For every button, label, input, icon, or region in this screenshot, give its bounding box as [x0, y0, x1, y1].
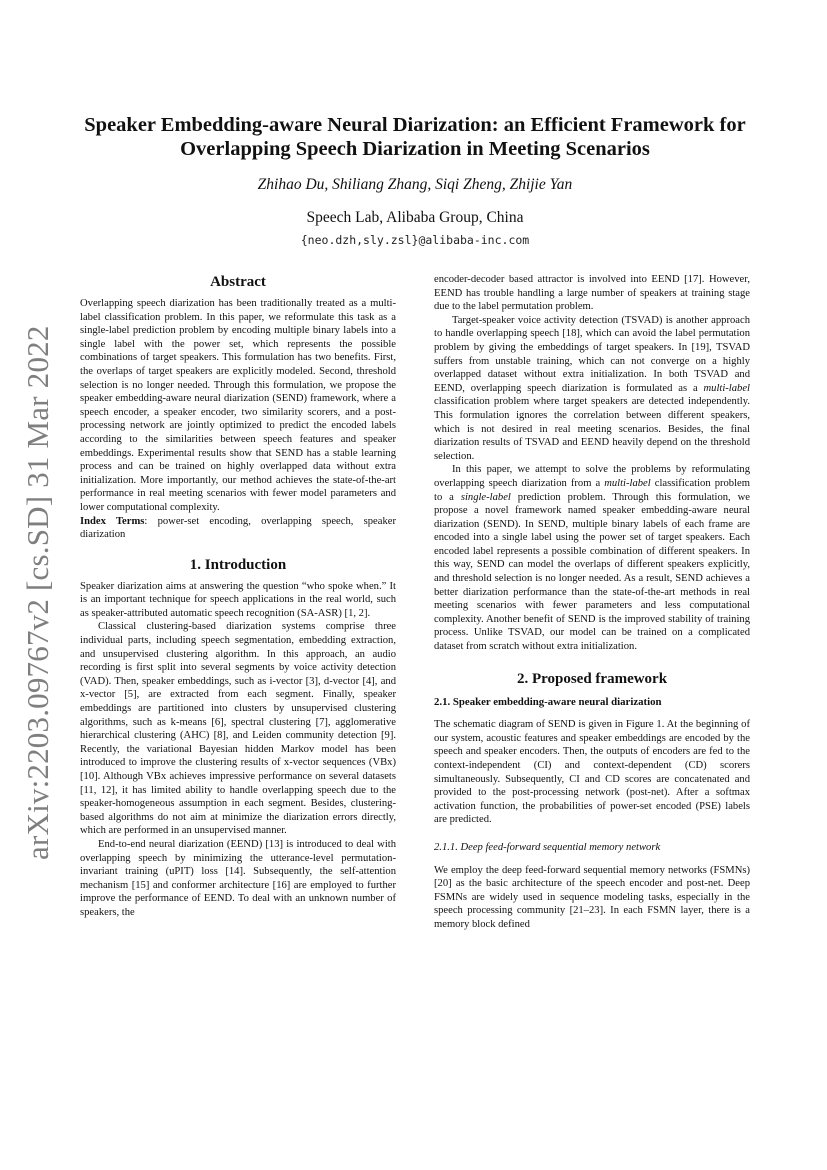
author-email: {neo.dzh,sly.zsl}@alibaba-inc.com [300, 233, 530, 247]
abstract-heading: Abstract [210, 274, 266, 290]
intro-paragraph-5 [434, 314, 750, 464]
framework-paragraph-1: The schematic diagram of SEND is given in Figure 1. At the beginning of our system, acoustic features and speaker embeddings are encoded by the speech and speaker encoders. Then, the outputs of encoders are fed to the context-independent (CI) and context-dependent (CD) scorers simultaneously. Subsequently, CI and CD scores are concatenated and provided to the post-processing network (post-net). After a softmax activation function, the probabilities of power-set encoded (PSE) labels are predicted. [434, 719, 750, 826]
intro-p6-text-a: In this paper, we attempt to solve the problems by reformulating overlapping speech diarization from a [434, 464, 750, 489]
index-terms-label: Index Terms [80, 515, 145, 527]
paper-title: Speaker Embedding-aware Neural Diarization: an Efficient Framework for Overlapping Speech Diarization in Meeting Scenarios [84, 114, 746, 160]
intro-p6-emphasis-2: single-label [460, 491, 511, 503]
arxiv-identifier-stamp[interactable]: arXiv:2203.09767v2 [cs.SD] 31 Mar 2022 [20, 325, 55, 860]
intro-p6-text-b: classification problem to a [434, 477, 750, 503]
intro-paragraph-3: End-to-end neural diarization (EEND) [13] is introduced to deal with overlapping speech by minimizing the utterance-level permutation-invariant training (uPIT) loss [14]. Subsequently, the self-attention mechanism [15] and conformer architecture [16] are employed to further improve the performance of EEND. To deal with an unknown number of speakers, the [80, 838, 396, 918]
introduction-heading: 1. Introduction [189, 556, 287, 573]
framework-heading: 2. Proposed framework [516, 670, 668, 687]
intro-p6-emphasis-1: multi-label [604, 477, 651, 489]
intro-paragraph-1: Speaker diarization aims at answering the question “who spoke when.” It is an important technique for speech applications in the real world, such as speaker-attributed automatic speech recognition (SA-ASR) [1, 2]. [80, 580, 396, 619]
intro-paragraph-2: Classical clustering-based diarization systems comprise three individual parts, including speech segmentation, embedding extraction, and unsupervised clustering algorithm. In this approach, an audio recording is first split into several segments by voice activity detection (VAD). Then, speaker embeddings, such as i-vector [3], d-vector [4], and x-vector [5], are extracted from each segment. Finally, speaker embeddings are partitioned into clusters by unsupervised clustering algorithms, such as k-means [6], spectral clustering [7], agglomerative hierarchical clustering (AHC) [8], and Leiden community detection [9]. Recently, the variational Bayesian hidden Markov model has been introduced to improve the clustering results of x-vector sequences (VBx) [10]. Although VBx achieves impressive performance on several datasets [11, 12], it has limited ability to handle overlapping speech due to the speaker-homogeneous assumption in each segment. Besides, clustering-based algorithms do not aim at minimize the diarization errors directly, which are performed in an unsupervised manner. [80, 621, 396, 837]
affiliation: Speech Lab, Alibaba Group, China [306, 209, 524, 226]
intro-p5-text-b: classification problem where target speakers are detected independently. This formulation ignores the correlation between different speakers, which is not desired in real meeting scenarios. Besides, the final diarization results of TSVAD and EEND heavily depend on the threshold selection. [434, 396, 750, 462]
index-terms [80, 515, 396, 542]
subsection-heading-2-1: 2.1. Speaker embedding-aware neural diarization [434, 695, 662, 708]
index-terms-text: : power-set encoding, overlapping speech, speaker diarization [80, 515, 396, 541]
intro-paragraph-4: encoder-decoder based attractor is involved into EEND [17]. However, EEND has trouble handling a large number of speakers at training stage due to the label permutation problem. [434, 274, 750, 313]
abstract-body: Overlapping speech diarization has been traditionally treated as a multi-label classification problem. In this paper, we reformulate this task as a single-label prediction problem by encoding multiple binary labels into a single label with the power set, which represents the possible combinations of target speakers. This formulation has two benefits. First, the overlaps of target speakers are explicitly modeled. Second, threshold selection is no longer needed. Through this formulation, we propose the speaker embedding-aware neural diarization (SEND) framework, where a speech encoder, a speaker encoder, two similarity scorers, and a post-processing network are jointly optimized to predict the encoded labels according to the similarities between speech features and speaker embeddings. Experimental results show that SEND has a stable learning process and can be trained on highly overlapped data without extra initialization. More importantly, our method achieves the state-of-the-art performance in real meeting scenarios with fewer model parameters and lower computational complexity. [80, 298, 396, 513]
subsubsection-heading-2-1-1: 2.1.1. Deep feed-forward sequential memory network [434, 841, 661, 853]
intro-p6-text-c: prediction problem. Through this formulation, we propose a novel framework named speaker embedding-aware neural diarization (SEND). In SEND, multiple binary labels of each frame are encoded into a single label using the power set of target speakers. Each encoded label represents a possible combination of different speakers. In this way, SEND can model the overlaps of different speakers explicitly, and threshold selection is no longer needed. As a result, SEND achieves a better diarization performance than the state-of-the-art methods in real meeting scenarios with fewer parameters and less computational complexity. Another benefit of SEND is the improved stability of training process. Unlike TSVAD, our model can be trained on a complicated dataset from scratch without extra initialization. [434, 491, 750, 653]
right-column [434, 273, 750, 932]
framework-paragraph-2: We employ the deep feed-forward sequential memory networks (FSMNs) [20] as the basic architecture of the speech encoder and post-net. Deep FSMNs are widely used in sequence modeling tasks, especially in the speech processing community [21–23]. In each FSMN layer, there is a memory block defined [434, 864, 750, 930]
intro-p5-text-a: Target-speaker voice activity detection (TSVAD) is another approach to handle overlapping speech [18], which can avoid the label permutation problem by giving the embeddings of target speakers. In [19], TSVAD suffers from unstable training, which can not converge on a highly overlapped dataset without extra initialization. In both TSVAD and EEND, overlapping speech diarization is formulated as a [434, 314, 750, 394]
author-list: Zhihao Du, Shiliang Zhang, Siqi Zheng, Zhijie Yan [257, 176, 573, 193]
intro-p5-emphasis: multi-label [703, 382, 750, 394]
left-column [80, 273, 396, 920]
intro-paragraph-6 [434, 463, 750, 653]
